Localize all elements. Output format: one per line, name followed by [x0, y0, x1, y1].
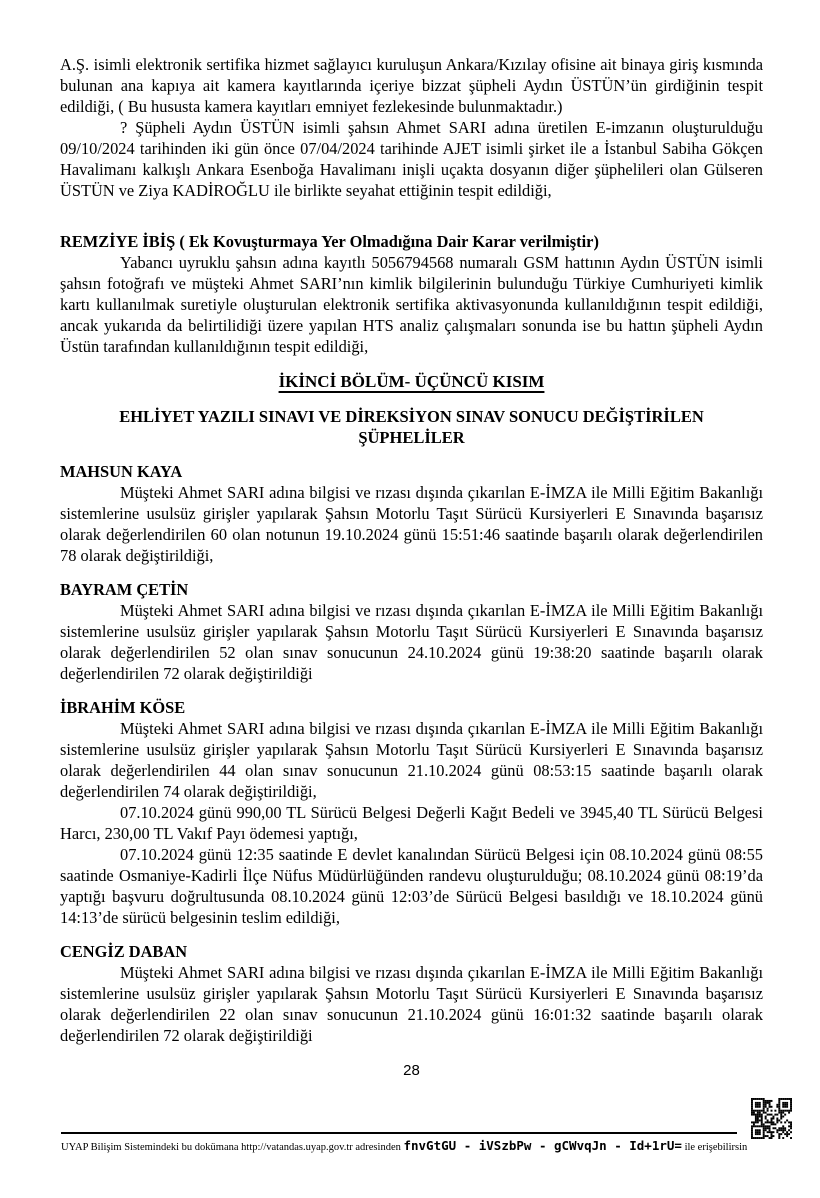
suspect-paragraph: Müşteki Ahmet SARI adına bilgisi ve rızası dışında çıkarılan E-İMZA ile Milli Eğitim Bakanlığı sistemlerine usulsüz girişler yapılarak Şahsın Motorlu Taşıt Sürücü Kursiyerleri E Sınavında başarısız olarak değerlendirilen 52 olan sınav sonucunun 24.10.2024 günü 19:38:20 saatinde başarılı olarak değerlendirilen 72 olarak değiştirildiği — [60, 601, 763, 683]
intro-paragraph-1: A.Ş. isimli elektronik sertifika hizmet sağlayıcı kuruluşun Ankara/Kızılay ofisine ait binaya giriş kısmında bulunan ana kapıya ait kamera kayıtlarında içeriye bizzat şüpheli Aydın ÜSTÜN’ün girdiğinin tespit edildiği, ( Bu hususta kamera kayıtları emniyet fezlekesinde bulunmaktadır.) — [60, 55, 763, 116]
section-subtitle: EHLİYET YAZILI SINAVI VE DİREKSİYON SINAV SONUCU DEĞİŞTİRİLEN ŞÜPHELİLER — [119, 407, 704, 447]
suspect-paragraph: Müşteki Ahmet SARI adına bilgisi ve rızası dışında çıkarılan E-İMZA ile Milli Eğitim Bakanlığı sistemlerine usulsüz girişler yapılarak Şahsın Motorlu Taşıt Sürücü Kursiyerleri E Sınavında başarısız olarak değerlendirilen 60 olan notunun 19.10.2024 günü 15:51:46 saatinde başarılı olarak değerlendirilen 78 olarak değiştirildiği, — [60, 483, 763, 565]
footer-prefix: UYAP Bilişim Sistemindeki bu dokümana http://vatandas.uyap.gov.tr adresinden — [61, 1142, 404, 1153]
suspect-paragraph: Müşteki Ahmet SARI adına bilgisi ve rızası dışında çıkarılan E-İMZA ile Milli Eğitim Bakanlığı sistemlerine usulsüz girişler yapılarak Şahsın Motorlu Taşıt Sürücü Kursiyerleri E Sınavında başarısız olarak değerlendirilen 44 olan sınav sonucunun 21.10.2024 günü 08:53:15 saatinde başarılı olarak değerlendirilen 74 olarak değiştirildiği, — [60, 719, 763, 801]
footer-suffix: ile erişebilirsin — [681, 1142, 748, 1153]
suspect-paragraph: Müşteki Ahmet SARI adına bilgisi ve rızası dışında çıkarılan E-İMZA ile Milli Eğitim Bakanlığı sistemlerine usulsüz girişler yapılarak Şahsın Motorlu Taşıt Sürücü Kursiyerleri E Sınavında başarısız olarak değerlendirilen 22 olan sınav sonucunun 21.10.2024 günü 16:01:32 saatinde başarılı olarak değerlendirilen 72 olarak değiştirildiği — [60, 963, 763, 1045]
section-title — [60, 371, 763, 392]
suspect-heading-ibrahim-kose: İBRAHİM KÖSE — [60, 698, 186, 717]
suspect-paragraph: 07.10.2024 günü 990,00 TL Sürücü Belgesi Değerli Kağıt Bedeli ve 3945,40 TL Sürücü Belgesi Harcı, 230,00 TL Vakıf Payı ödemesi yaptığı, — [60, 803, 763, 843]
suspect-paragraph: 07.10.2024 günü 12:35 saatinde E devlet kanalından Sürücü Belgesi için 08.10.2024 günü 08:55 saatinde Osmaniye-Kadirli İlçe Nüfus Müdürlüğünden randevu oluşturulduğu; 08.10.2024 günü 08:19’da yaptığı başvuru doğrultusunda 08.10.2024 günü 12:03’de Sürücü Belgesi basıldığı ve 18.10.2024 günü 14:13’de sürücü belgesinin teslim edildiği, — [60, 845, 763, 927]
remziye-paragraph: Yabancı uyruklu şahsın adına kayıtlı 5056794568 numaralı GSM hattının Aydın ÜSTÜN isimli şahsın fotoğrafı ve müşteki Ahmet SARI’nın kimlik bilgilerinin bulunduğu Türkiye Cumhuriyeti kimlik kartı kullanılmak suretiyle oluşturulan elektronik sertifika aktivasyonunda kullanıldığının tespit edildiği, ancak yukarıda da belirtilidiği üzere yapılan HTS analiz çalışmaları sonunda ise bu hattın şüpheli Aydın Üstün tarafından kullanıldığının tespit edildiği, — [60, 253, 763, 356]
page-number: 28 — [403, 1062, 420, 1079]
suspect-heading-cengiz-daban: CENGİZ DABAN — [60, 942, 188, 961]
intro-paragraph-2: ? Şüpheli Aydın ÜSTÜN isimli şahsın Ahmet SARI adına üretilen E-imzanın oluşturulduğu 09/10/2024 tarihinden iki gün önce 07/04/2024 tarihinde AJET isimli şirket ile a İstanbul Sabiha Gökçen Havalimanı kalkışlı Ankara Esenboğa Havalimanı inişli uçakta dosyanın diğer şüphelileri olan Gülseren ÜSTÜN ve Ziya KADİROĞLU ile birlikte seyahat ettiğinin tespit edildiği, — [60, 118, 763, 200]
section-title-text: İKİNCİ BÖLÜM- ÜÇÜNCÜ KISIM — [278, 372, 545, 391]
qr-code-icon — [751, 1098, 792, 1139]
suspect-heading-mahsun-kaya: MAHSUN KAYA — [60, 462, 183, 481]
footer-access-codes: fnvGtGU - iVSzbPw - gCWvqJn - Id+1rU= — [403, 1138, 682, 1153]
footer — [61, 1138, 761, 1153]
footer-divider — [61, 1132, 737, 1134]
suspect-heading-remziye-ibis: REMZİYE İBİŞ ( Ek Kovuşturmaya Yer Olmadığına Dair Karar verilmiştir) — [60, 232, 599, 251]
suspect-heading-bayram-cetin: BAYRAM ÇETİN — [60, 580, 189, 599]
